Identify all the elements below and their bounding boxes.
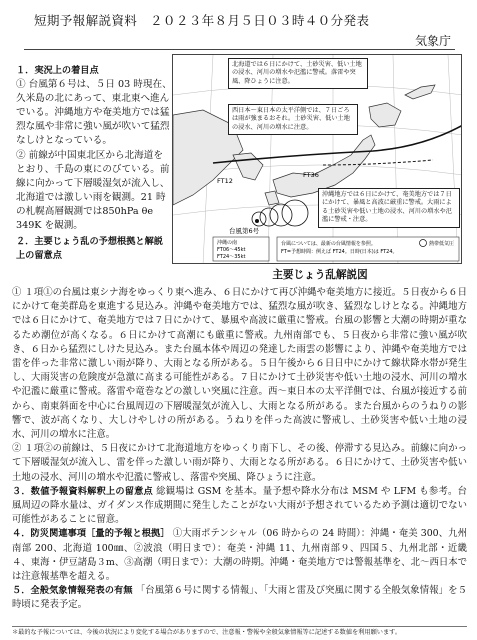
section-5 — [12, 584, 467, 612]
legend-tropical-low: 熱帯低気圧 — [429, 241, 455, 247]
header — [24, 6, 455, 50]
section-4-text: ①大雨ポテンシャル（06 時からの 24 時間）：沖縄・奄美 300、九州南部 200、北海道 100㎜、②波浪（明日まで）：奄美・沖縄 11、九州南部９、四国５、九州北部・近畿４、東海・伊豆諸島３m、③高潮（明日まで）：大潮の時期。沖縄・奄美地方では警報基準を、北～西日本では注意報基準を超える。 — [12, 528, 468, 583]
callout-west-japan: 西日本～東日本の太平洋側では、７日ごろは雨が強まるおそれ。土砂災害、低い土地の浸水、河川の増水に注意。 — [228, 104, 358, 135]
section-2-item-1: ① １項①の台風は東シナ海をゆっくり東へ進み、６日にかけて再び沖縄や奄美地方に接近。５日夜から６日にかけて奄美群島を東進する見込み。沖縄や奄美地方では、猛烈な風が吹き、猛烈なしけとなる。沖縄地方では６日にかけて、奄美地方では７日にかけて、暴風や高波に厳重に警戒。台風の影響と大潮の時期が重なるため潮位が高くなる。６日にかけて高潮にも厳重に警戒。九州南部でも、５日夜から非常に強い風が吹き、６日から猛烈にしけた見込み。また台風本体や周辺の発達した雨雲の影響により、沖縄や奄美地方では雷を伴った非常に激しい雨が降り、大雨となる所がある。５日午後から６日日中にかけて線状降水帯が発生し、大雨災害の危険度が急激に高まる可能性がある。７日にかけて土砂災害や低い土地の浸水、河川の増水や氾濫に厳重に警戒。落雷や竜巻などの激しい突風に注意。西～東日本の太平洋側では、台風が接近する前から、南東斜面を中心に台風周辺の下層暖湿気が流入し、大雨となる所がある。また台風からのうねりの影響で、波が高くなり、大しけやしけの所がある。うねりを伴った高波に警戒し、土砂災害や低い土地の浸水、河川の増水に注意。 — [12, 287, 467, 441]
section-3-text: 総観場は GSM を基本。量予想や降水分布は MSM や LFM も参考。台風周辺の降水量は、ガイダンス作成期間に発生したことがない大雨が予想されているため予測は適切でない可能性があることに留意。 — [12, 485, 468, 526]
document-title: 短期予報解説資料 ２０２３年８月５日０３時４０分発表 — [34, 13, 370, 28]
section-3-title: ３．数値予報資料解釈上の留意点 — [12, 485, 153, 497]
inset-line-2: FT24～35kt — [217, 254, 246, 260]
section-3 — [12, 485, 467, 528]
typhoon-center-icon — [255, 219, 259, 223]
typhoon-label: 台風第6号 — [229, 227, 260, 235]
agency-name: 気象庁 — [414, 34, 451, 48]
callout-okinawa: 沖縄地方では６日にかけて、奄美地方では７日にかけて、暴風と高波に厳重に警戒。大雨による土砂災害や低い土地の浸水、河川の増水や氾濫に警戒・注意。 — [318, 188, 460, 228]
section-2-item-2: ② １項②の前線は、５日夜にかけて北海道地方をゆっくり南下し、その後、停滞する見込み。前線に向かって下層暖湿気が流入し、雷を伴った激しい雨が降り、大雨となる所がある。６日にかけて、土砂災害や低い土地の浸水、河川の増水や氾濫に警戒し、落雷や突風、降ひょうに注意。 — [12, 443, 467, 483]
main-body — [12, 286, 467, 613]
inset-title: 沖縄の南 — [217, 240, 238, 246]
section-2-title: ２．主要じょう乱の予想根拠と解説上の留意点 — [16, 236, 163, 262]
land-masses — [173, 85, 435, 205]
inset-line-1: FT06～45kt — [217, 247, 246, 253]
section-4-title: ４．防災関連事項［量的予報と根拠］ — [12, 528, 170, 540]
footer-note: ＊最的な予報については、今後の状況により変化する場合がありますので、注意報・警報や全般気象情報等に記述する数値を利用願います。 — [12, 626, 467, 637]
legend-line: FT=予想時間：例えば FT24。日時(日本)は FT24。 — [281, 249, 398, 255]
left-column — [16, 62, 172, 263]
section-1-item-2: ② 前線が中国東北区から北海道をとおり、千島の東にのびている。前線に向かって下層暖湿気が流入し、北海道では激しい雨を観測。21 時の札幌高層観測では850hPa θe 349K を観測。 — [16, 149, 170, 232]
callout-hokkaido: 北海道では６日にかけて、土砂災害、低い土地の浸水、河川の増水や氾濫に警戒。落雷や突風、降ひょうに注意。 — [228, 58, 368, 89]
front-label-ft36: FT36 — [303, 171, 319, 179]
front-label-ft12: FT12 — [217, 177, 233, 185]
section-1-item-1: ① 台風第６号は、５日 03 時現在、久米島の北にあって、東北東へ進んでいる。沖縄地方や奄美地方では猛烈な風や非常に強い風が吹いて猛烈なしけとなっている。 — [16, 79, 172, 147]
typhoon-track — [252, 200, 308, 226]
section-5-text: 「台風第６号に関する情報」、「大雨と雷及び突風に関する全般気象情報」を５時頃に発表予定。 — [12, 585, 467, 611]
section-4 — [12, 527, 467, 584]
section-5-title: ５．全般気象情報発表の有無 — [12, 585, 133, 597]
section-1-title: １．実況上の着目点 — [16, 65, 99, 76]
legend-note: 台風については、最新の台風情報を参照。 — [281, 241, 376, 247]
map-caption: 主要じょう乱解説図 — [272, 269, 368, 281]
